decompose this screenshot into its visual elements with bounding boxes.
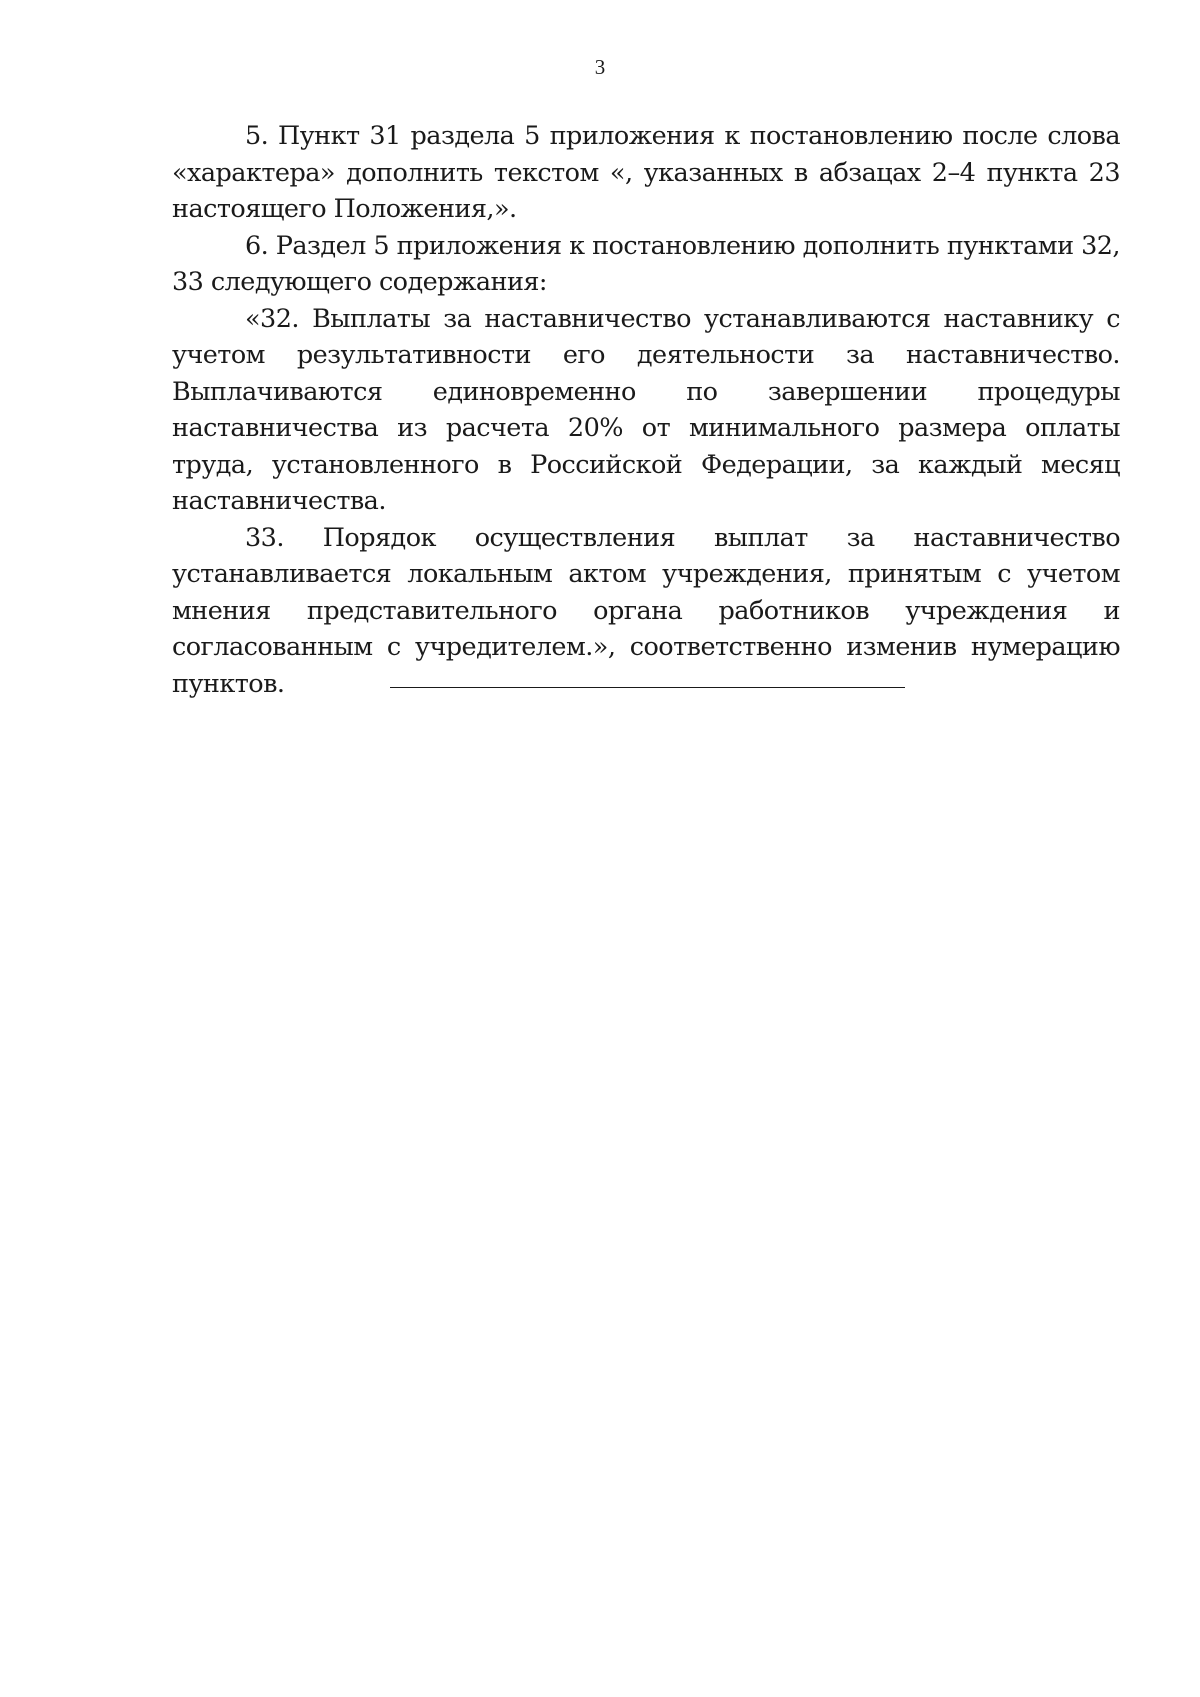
- page-number: 3: [594, 55, 606, 79]
- paragraph-item-5: 5. Пункт 31 раздела 5 приложения к постановлению после слова «характера» дополнить текстом «, указанных в абзацах 2–4 пункта 23 настоящего Положения,».: [172, 121, 1120, 224]
- paragraph-point-33: 33. Порядок осуществления выплат за наставничество устанавливается локальным актом учреждения, принятым с учетом мнения представительного органа работников учреждения и согласованным с учредителем.», соответственно изменив нумерацию пунктов.: [172, 522, 1120, 699]
- paragraph-point-32: «32. Выплаты за наставничество устанавливаются наставнику с учетом результативности его деятельности за наставничество. Выплачиваются единовременно по завершении процедуры наставничества из расчета 20% от минимального размера оплаты труда, установленного в Российской Федерации, за каждый месяц наставничества.: [172, 303, 1120, 516]
- end-separator-line: [390, 687, 905, 688]
- document-body: [172, 118, 1120, 702]
- paragraph-item-6: 6. Раздел 5 приложения к постановлению дополнить пунктами 32, 33 следующего содержания:: [172, 230, 1120, 297]
